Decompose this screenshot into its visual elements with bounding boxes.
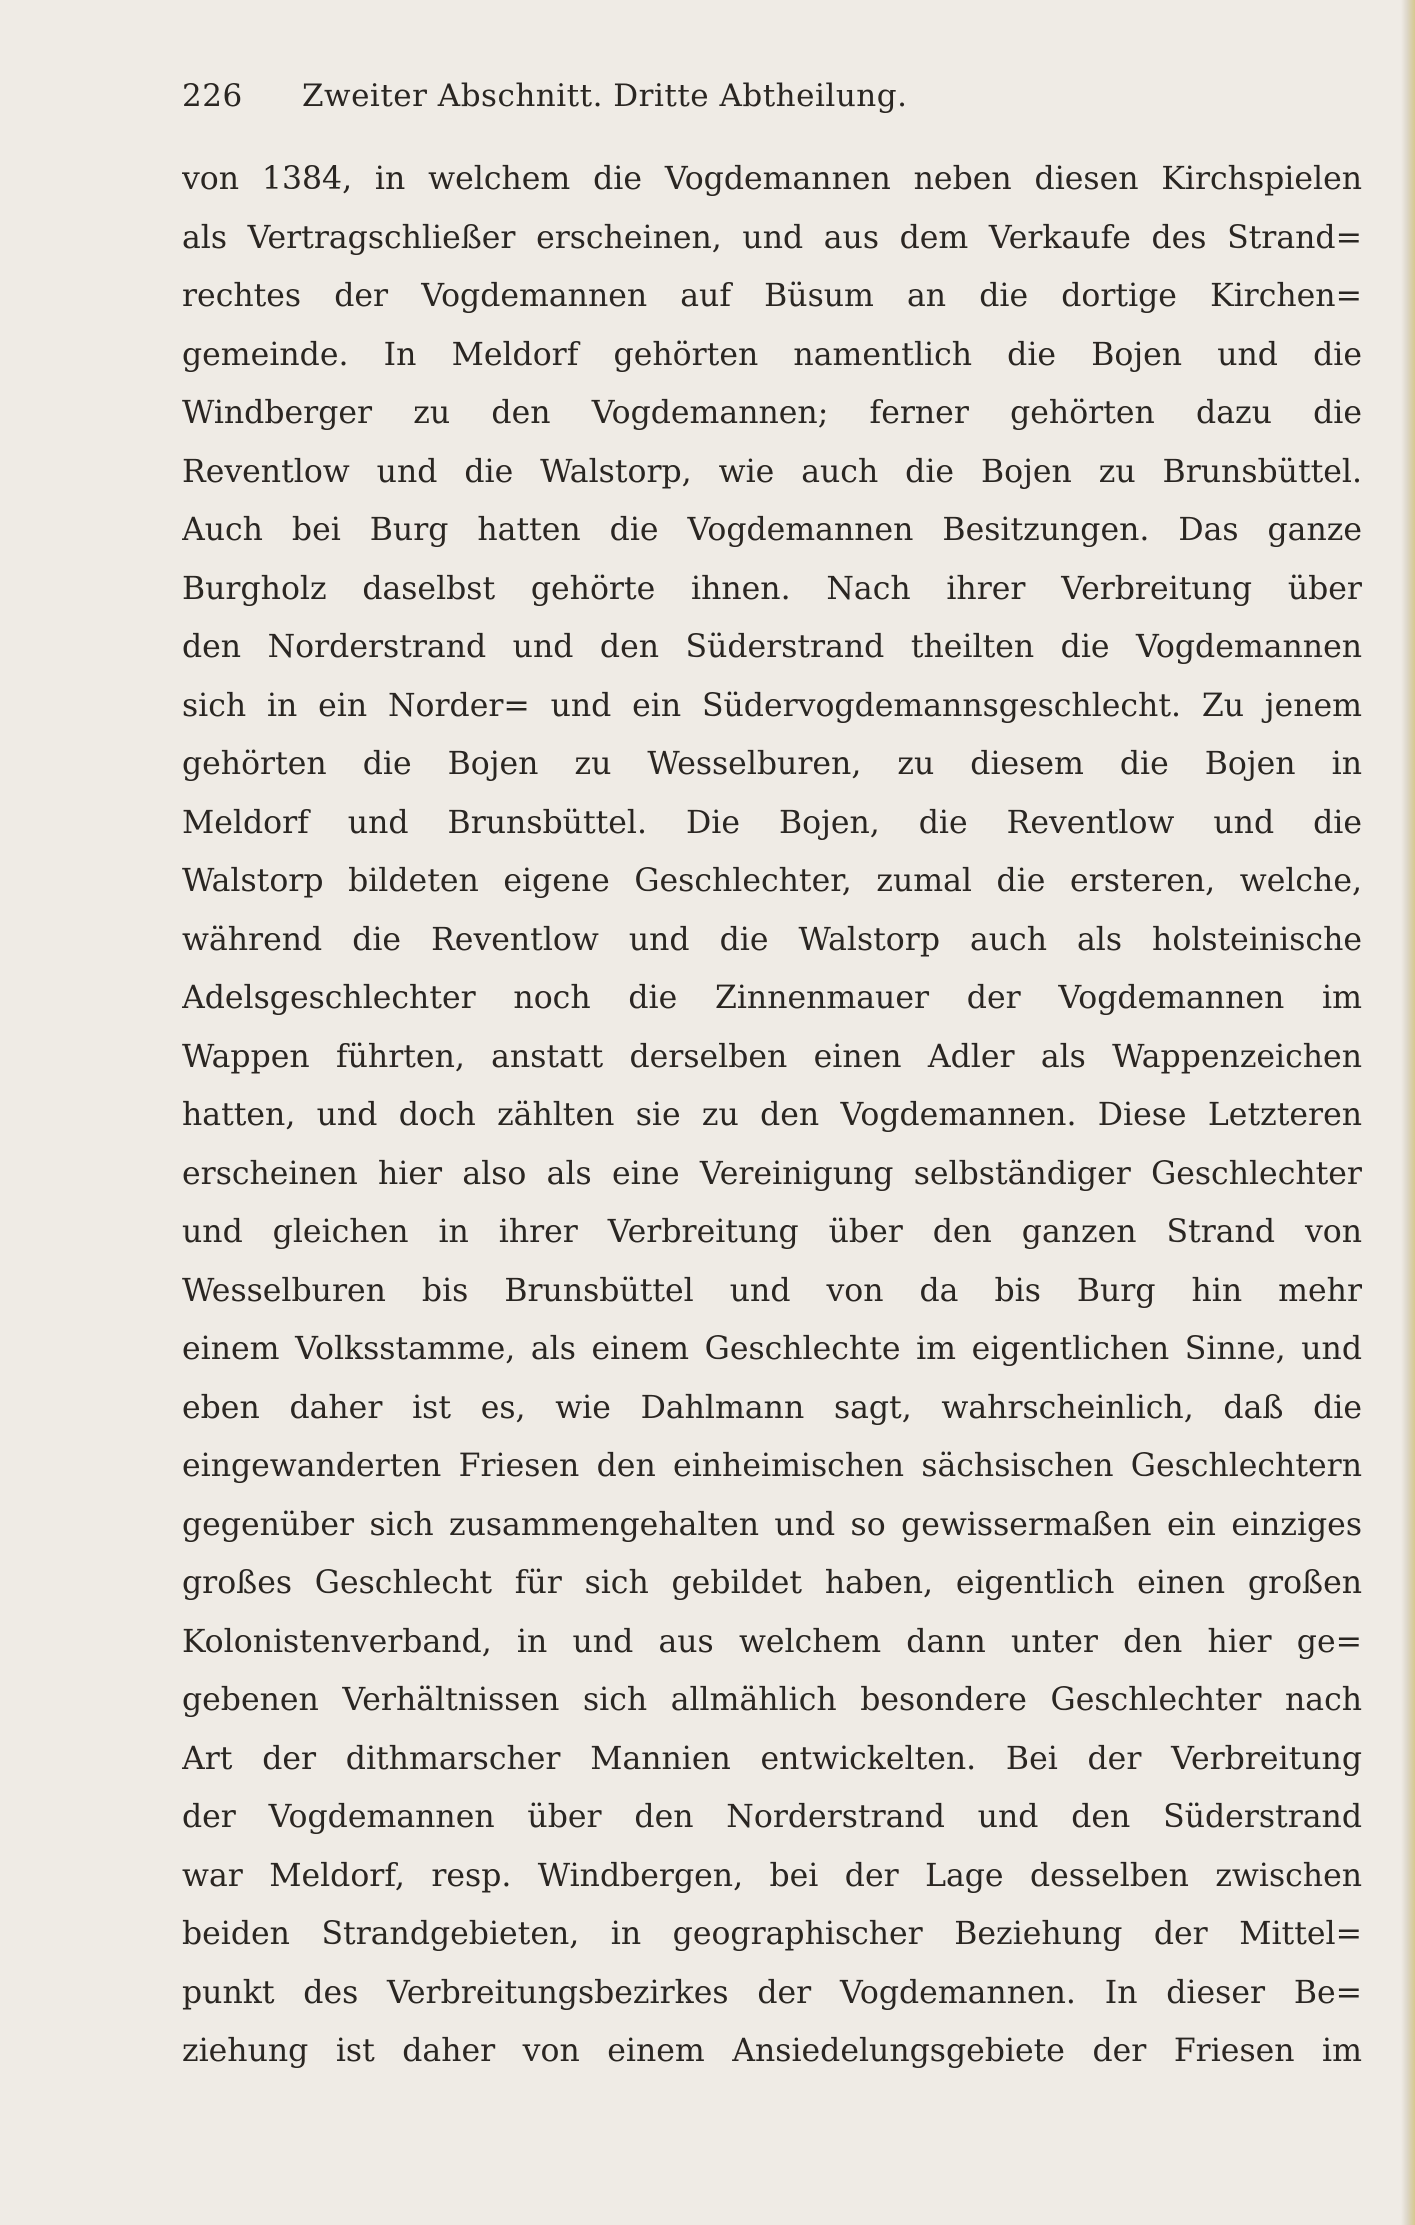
text-line: gehörten die Bojen zu Wesselburen, zu diesem die Bojen in (182, 746, 1362, 782)
text-line: hatten, und doch zählten sie zu den Vogdemannen. Diese Letzteren (182, 1097, 1362, 1133)
text-line: Meldorf und Brunsbüttel. Die Bojen, die Reventlow und die (182, 804, 1362, 841)
text-line: als Vertragschließer erscheinen, und aus dem Verkaufe des Strand= (182, 219, 1362, 256)
page-number: 226 (182, 78, 243, 114)
text-line: gegenüber sich zusammengehalten und so gewissermaßen ein einziges (182, 1506, 1362, 1543)
text-line: gemeinde. In Meldorf gehörten namentlich die Bojen und die (182, 336, 1362, 373)
text-line: Adelsgeschlechter noch die Zinnenmauer der Vogdemannen im (182, 980, 1362, 1016)
running-head: Zweiter Abschnitt. Dritte Abtheilung. (302, 78, 908, 114)
text-line: Walstorp bildeten eigene Geschlechter, zumal die ersteren, welche, (182, 863, 1362, 899)
text-line: großes Geschlecht für sich gebildet haben, eigentlich einen großen (182, 1565, 1362, 1601)
page-edge (1401, 0, 1415, 2225)
text-line: Burgholz daselbst gehörte ihnen. Nach ihrer Verbreitung über (182, 570, 1362, 607)
text-line: und gleichen in ihrer Verbreitung über den ganzen Strand von (182, 1214, 1362, 1250)
text-line: punkt des Verbreitungsbezirkes der Vogdemannen. In dieser Be= (182, 1974, 1362, 2011)
text-line: war Meldorf, resp. Windbergen, bei der Lage desselben zwischen (182, 1857, 1362, 1894)
text-line: von 1384, in welchem die Vogdemannen neben diesen Kirchspielen (182, 161, 1362, 197)
text-line: erscheinen hier also als eine Vereinigung selbständiger Geschlechter (182, 1155, 1362, 1192)
text-line: ziehung ist daher von einem Ansiedelungsgebiete der Friesen im (182, 2033, 1362, 2069)
text-line: rechtes der Vogdemannen auf Büsum an die dortige Kirchen= (182, 278, 1362, 314)
text-line: eingewanderten Friesen den einheimischen sächsischen Geschlechtern (182, 1448, 1362, 1484)
text-line: den Norderstrand und den Süderstrand theilten die Vogdemannen (182, 629, 1362, 665)
text-line: gebenen Verhältnissen sich allmählich besondere Geschlechter nach (182, 1682, 1362, 1718)
text-line: einem Volksstamme, als einem Geschlechte im eigentlichen Sinne, und (182, 1331, 1362, 1367)
body-text (182, 150, 1362, 2081)
text-line: Auch bei Burg hatten die Vogdemannen Besitzungen. Das ganze (182, 512, 1362, 548)
text-line: während die Reventlow und die Walstorp auch als holsteinische (182, 921, 1362, 958)
text-line: Wappen führten, anstatt derselben einen Adler als Wappenzeichen (182, 1038, 1362, 1075)
text-line: der Vogdemannen über den Norderstrand und den Süderstrand (182, 1799, 1362, 1835)
text-line: Art der dithmarscher Mannien entwickelten. Bei der Verbreitung (182, 1740, 1362, 1777)
text-line: Reventlow und die Walstorp, wie auch die Bojen zu Brunsbüttel. (182, 453, 1362, 490)
text-line: Windberger zu den Vogdemannen; ferner gehörten dazu die (182, 395, 1362, 431)
page-header (182, 68, 1232, 124)
text-line: sich in ein Norder= und ein Südervogdemannsgeschlecht. Zu jenem (182, 687, 1362, 724)
text-line: Wesselburen bis Brunsbüttel und von da bis Burg hin mehr (182, 1272, 1362, 1309)
text-line: eben daher ist es, wie Dahlmann sagt, wahrscheinlich, daß die (182, 1389, 1362, 1426)
text-line: Kolonistenverband, in und aus welchem dann unter den hier ge= (182, 1623, 1362, 1660)
text-line: beiden Strandgebieten, in geographischer Beziehung der Mittel= (182, 1916, 1362, 1952)
